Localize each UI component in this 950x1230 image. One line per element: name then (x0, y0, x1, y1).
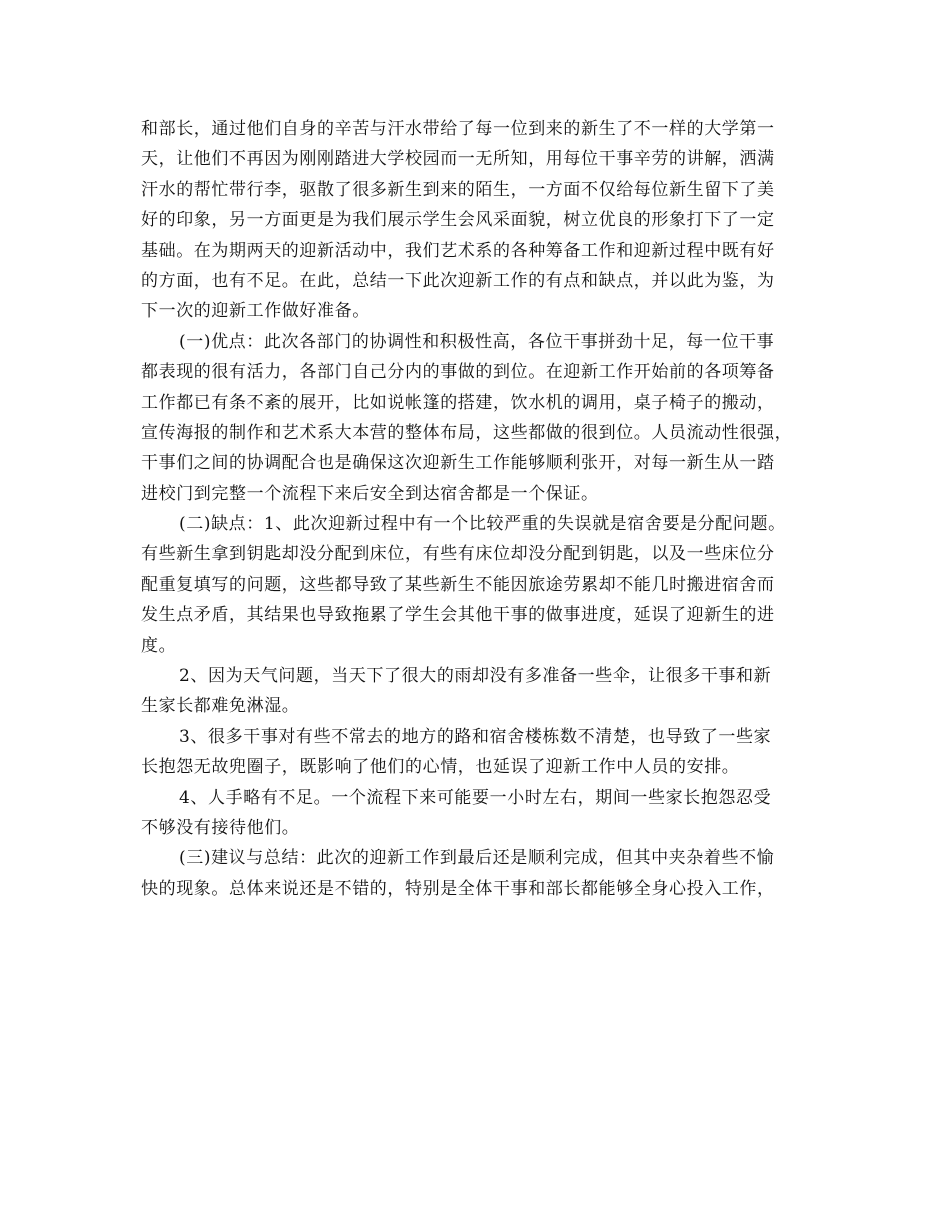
paragraph-first-line: 3、很多干事对有些不常去的地方的路和宿舍楼栋数不清楚，也导致了一些家 (179, 726, 772, 747)
text-line: 度。 (141, 635, 177, 656)
document-body (141, 114, 813, 904)
text-line: 配重复填写的问题，这些都导致了某些新生不能因旅途劳累却不能几时搬进宿舍而 (141, 574, 775, 595)
text-line: 宣传海报的制作和艺术系大本营的整体布局，这些都做的很到位。人员流动性很强， (141, 422, 793, 443)
paragraph-first-line: (二)缺点：1、此次迎新过程中有一个比较严重的失误就是宿舍要是分配问题。 (179, 514, 786, 535)
text-line: 天，让他们不再因为刚刚踏进大学校园而一无所知，用每位干事辛劳的讲解，洒满 (141, 149, 775, 170)
text-line: 的方面，也有不足。在此，总结一下此次迎新工作的有点和缺点，并以此为鉴，为 (141, 270, 775, 291)
text-line: 和部长，通过他们自身的辛苦与汗水带给了每一位到来的新生了不一样的大学第一 (141, 119, 775, 139)
text-line: 发生点矛盾，其结果也导致拖累了学生会其他干事的做事进度，延误了迎新生的进 (141, 605, 775, 626)
paragraph-first-line: 2、因为天气问题，当天下了很大的雨却没有多准备一些伞，让很多干事和新 (179, 666, 772, 687)
text-line: 汗水的帮忙带行李，驱散了很多新生到来的陌生，一方面不仅给每位新生留下了美 (141, 179, 775, 200)
text-line: 干事们之间的协调配合也是确保这次迎新生工作能够顺利张开，对每一新生从一踏 (141, 453, 775, 474)
text-line: 进校门到完整一个流程下来后安全到达宿舍都是一个保证。 (141, 483, 599, 504)
text-line: 有些新生拿到钥匙却没分配到床位，有些有床位却没分配到钥匙，以及一些床位分 (141, 544, 775, 565)
paragraph-first-line: (一)优点：此次各部门的协调性和积极性高，各位干事拼劲十足，每一位干事 (179, 331, 775, 352)
paragraph-first-line: (三)建议与总结：此次的迎新工作到最后还是顺利完成，但其中夹杂着些不愉 (179, 848, 775, 869)
paragraph-first-line: 4、人手略有不足。一个流程下来可能要一小时左右，期间一些家长抱怨忍受 (179, 787, 772, 808)
text-line: 长抱怨无故兜圈子，既影响了他们的心情，也延误了迎新工作中人员的安排。 (141, 757, 740, 778)
text-line: 都表现的很有活力，各部门自己分内的事做的到位。在迎新工作开始前的各项筹备 (141, 362, 775, 383)
text-line: 下一次的迎新工作做好准备。 (141, 301, 370, 322)
text-line: 快的现象。总体来说还是不错的，特别是全体干事和部长都能够全身心投入工作， (141, 878, 775, 899)
text-line: 好的印象，另一方面更是为我们展示学生会风采面貌，树立优良的形象打下了一定 (141, 210, 775, 231)
text-line: 生家长都难免淋湿。 (141, 696, 300, 717)
text-line: 工作都已有条不紊的展开，比如说帐篷的搭建，饮水机的调用，桌子椅子的搬动， (141, 392, 775, 413)
text-line: 不够没有接待他们。 (141, 817, 300, 838)
text-line: 基础。在为期两天的迎新活动中，我们艺术系的各种筹备工作和迎新过程中既有好 (141, 240, 775, 261)
